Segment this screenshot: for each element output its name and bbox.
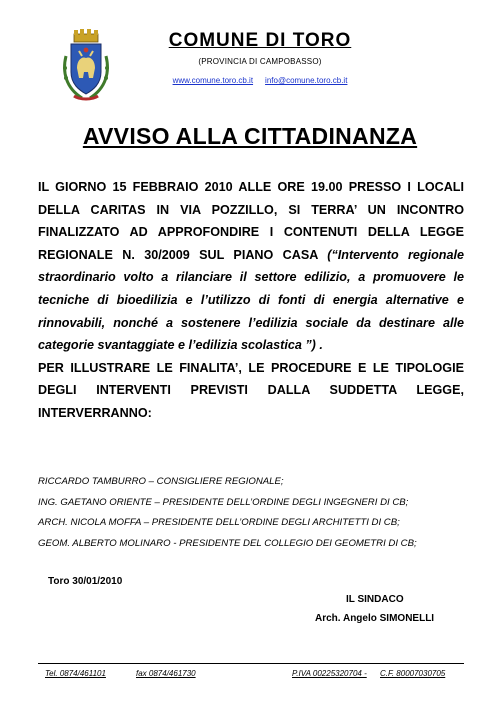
coat-of-arms-icon — [60, 28, 112, 102]
speaker-item: ARCH. NICOLA MOFFA – PRESIDENTE DELL’ORDINE DEGLI ARCHITETTI DI CB; — [38, 517, 400, 529]
notice-purpose: PER ILLUSTRARE LE FINALITA’, LE PROCEDURE E LE TIPOLOGIE DEGLI INTERVENTI PREVISTI DALLA SUDDETTA LEGGE, INTERVERRANNO: — [38, 360, 464, 420]
footer-vat-number: P.IVA 00225320704 - — [292, 669, 367, 678]
province-subtitle: (PROVINCIA DI CAMPOBASSO) — [198, 57, 322, 66]
notice-body — [38, 176, 464, 425]
signer-title: IL SINDACO — [346, 594, 404, 605]
notice-date: Toro 30/01/2010 — [48, 576, 123, 587]
notice-title: AVVISO ALLA CITTADINANZA — [82, 123, 418, 149]
speaker-item: ING. GAETANO ORIENTE – PRESIDENTE DELL’ORDINE DEGLI INGEGNERI DI CB; — [38, 496, 409, 508]
website-link[interactable]: www.comune.toro.cb.it — [172, 76, 254, 85]
speaker-list — [38, 472, 478, 554]
footer-tax-code: C.F. 80007030705 — [380, 669, 446, 678]
notice-paragraph — [38, 176, 464, 357]
speaker-item: GEOM. ALBERTO MOLINARO - PRESIDENTE DEL COLLEGIO DEI GEOMETRI DI CB; — [38, 537, 417, 549]
speaker-item: RICCARDO TAMBURRO – CONSIGLIERE REGIONALE; — [38, 476, 284, 487]
footer-telephone: Tel. 0874/461101 — [45, 669, 106, 678]
footer-fax: fax 0874/461730 — [136, 669, 196, 678]
signer-name: Arch. Angelo SIMONELLI — [315, 613, 435, 624]
email-link[interactable]: info@comune.toro.cb.it — [265, 76, 348, 85]
municipality-title: COMUNE DI TORO — [168, 30, 352, 51]
law-quote: (“Intervento regionale straordinario volto a rilanciare il settore edilizio, a promuovere le tecniche di bioedilizia e l’utilizzo di fonti di energia alternative e rinnovabili, nonché a sostenere l’edilizia sociale da destinare alle categorie svantaggiate e l’edilizia scolastica ”) . — [38, 247, 465, 353]
notice-intro: IL GIORNO 15 FEBBRAIO 2010 ALLE ORE 19.00 PRESSO I LOCALI DELLA CARITAS IN VIA POZZILLO, SI TERRA’ UN INCONTRO FINALIZZATO AD APPROFONDIRE I CONTENUTI DELLA LEGGE REGIONALE N. 30/2009 SUL PIANO CASA — [38, 180, 464, 262]
contact-links — [150, 76, 370, 85]
footer-divider — [38, 663, 464, 664]
